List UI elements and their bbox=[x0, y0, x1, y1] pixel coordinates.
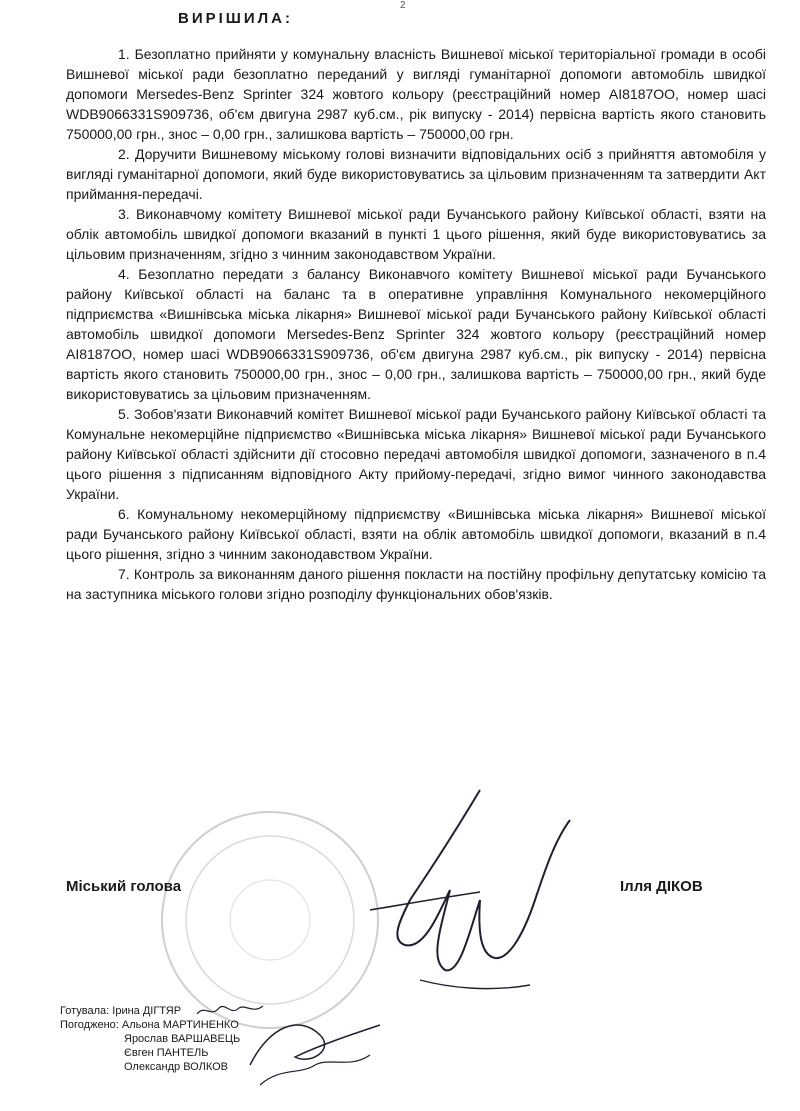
page-number: 2 bbox=[400, 0, 406, 11]
decision-heading: ВИРІШИЛА: bbox=[178, 10, 293, 27]
decision-item-3: 3. Виконавчому комітету Вишневої міської ради Бучанського району Київської області, взяти на облік автомобіль швидкої допомоги вказаний в пункті 1 цього рішення, який буде використовуватись за цільовим призначенням, згідно з чинним законодавством України. bbox=[66, 206, 766, 262]
prepared-name: Ірина ДІГТЯР bbox=[112, 1005, 182, 1017]
mayor-signature-image bbox=[330, 780, 580, 1000]
agreed-name: Альона МАРТИНЕНКО bbox=[121, 1019, 239, 1031]
decision-item-7: 7. Контроль за виконанням даного рішення покласти на постійну профільну депутатську комісію та на заступника міського голови згідно розподілу функціональних обов'язків. bbox=[66, 566, 766, 602]
approver-signature-image bbox=[240, 1005, 390, 1095]
agreed-label: Погоджено: bbox=[60, 1019, 119, 1031]
agreed-name: Олександр ВОЛКОВ bbox=[124, 1061, 228, 1073]
agreed-name: Ярослав ВАРШАВЕЦЬ bbox=[124, 1033, 241, 1045]
decision-item-6: 6. Комунальному некомерційному підприємству «Вишнівська міська лікарня» Вишневої міської ради Бучанського району Київської області, взяти на облік автомобіль швидкої допомоги, вказаний в п.4 цього рішення, згідно з чинним законодавством України. bbox=[66, 506, 766, 562]
mayor-name: Ілля ДІКОВ bbox=[620, 878, 703, 895]
decision-item-4: 4. Безоплатно передати з балансу Виконавчого комітету Вишневої міської ради Бучанського району Київської області на баланс та в оперативне управління Комунального некомерційного підприємства «Вишнівська міська лікарня» Вишневої міської ради Бучанського району Київської області автомобіль швидкої допомоги Mersedes-Benz Sprinter 324 жовтого кольору (реєстраційний номер АІ8187ОО, номер шасі WDB9066331S909736, об'єм двигуна 2987 куб.см., рік випуску - 2014) первісна вартість якого становить 750000,00 грн., знос – 0,00 грн., залишкова вартість – 750000,00 грн., який буде використовуватись за цільовим призначенням. bbox=[66, 266, 766, 402]
decision-body bbox=[66, 44, 766, 604]
decision-item-2: 2. Доручити Вишневому міському голові визначити відповідальних осіб з прийняття автомобіля у вигляді гуманітарної допомоги, який буде використовуватись за цільовим призначенням та затвердити Акт приймання-передачі. bbox=[66, 146, 766, 202]
mayor-title: Міський голова bbox=[66, 878, 182, 895]
agreed-name: Євген ПАНТЕЛЬ bbox=[124, 1047, 209, 1059]
decision-item-5: 5. Зобов'язати Виконавчий комітет Вишневої міської ради Бучанського району Київської області та Комунальне некомерційне підприємство «Вишнівська міська лікарня» Вишневої міської ради Бучанського району Київської області здійснити дії стосовно передачі автомобіля швидкої допомоги, зазначеного в п.4 цього рішення з підписанням відповідного Акту прийому-передачі, згідно вимог чинного законодавства України. bbox=[66, 406, 766, 502]
decision-item-1: 1. Безоплатно прийняти у комунальну власність Вишневої міської територіальної громади в особі Вишневої міської ради безоплатно переданий у вигляді гуманітарної допомоги автомобіль швидкої допомоги Mersedes-Benz Sprinter 324 жовтого кольору (реєстраційний номер АІ8187ОО, номер шасі WDB9066331S909736, об'єм двигуна 2987 куб.см., рік випуску - 2014) первісна вартість якого становить 750000,00 грн., знос – 0,00 грн., залишкова вартість – 750000,00 грн. bbox=[66, 46, 766, 142]
prepared-label: Готувала: bbox=[60, 1005, 110, 1017]
